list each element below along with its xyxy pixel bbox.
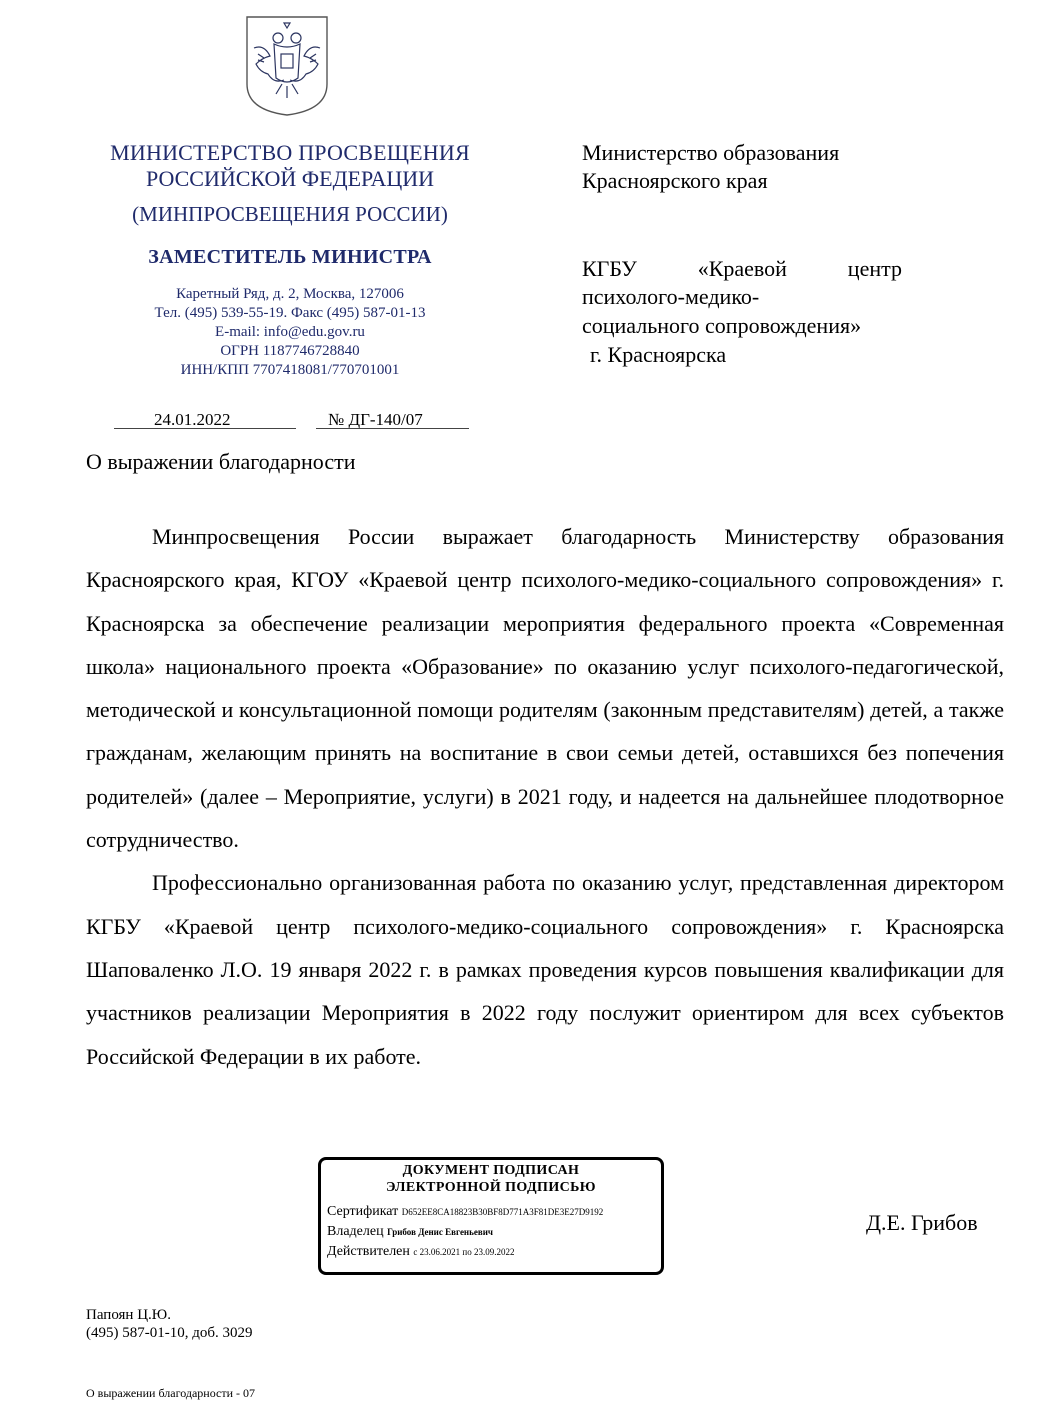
body-paragraph-1: Минпросвещения России выражает благодарность Министерству образования Красноярского края, КГОУ «Краевой центр психолого-медико-социального сопровождения» г. Красноярска за обеспечение реализации мероприятия федерального проекта «Современная школа» национального проекта «Образование» по оказанию услуг психолого-педагогической, методической и консультационной помощи родителям (законным представителям) детей, а также гражданам, желающим принять на воспитание в свои семьи детей, оставшихся без попечения родителей» (далее – Мероприятие, услуги) в 2021 году, и надеется на дальнейшее плодотворное сотрудничество. xyxy=(86,524,1004,853)
ministry-name-line2: РОССИЙСКОЙ ФЕДЕРАЦИИ xyxy=(145,166,435,191)
stamp-owner-value: Грибов Денис Евгеньевич xyxy=(387,1227,493,1237)
addressee-org-word3: центр xyxy=(847,256,902,281)
coat-of-arms-icon xyxy=(244,14,330,118)
ministry-name-line1: МИНИСТЕРСТВО ПРОСВЕЩЕНИЯ xyxy=(110,140,470,165)
executor-name: Папоян Ц.Ю. xyxy=(86,1307,171,1323)
ministry-short-name: (МИНПРОСВЕЩЕНИЯ РОССИИ) xyxy=(132,202,448,226)
registration-date: 24.01.2022 xyxy=(154,410,231,429)
stamp-valid-label: Действителен xyxy=(327,1244,410,1259)
registration-number: № ДГ-140/07 xyxy=(328,410,423,429)
stamp-title-line2: ЭЛЕКТРОННОЙ ПОДПИСЬЮ xyxy=(386,1180,596,1195)
stamp-certificate-row xyxy=(327,1202,655,1222)
ogrn: ОГРН 1187746728840 xyxy=(220,343,360,359)
stamp-valid-value: с 23.06.2021 по 23.09.2022 xyxy=(413,1247,515,1257)
phone-fax: Тел. (495) 539-55-19. Факс (495) 587-01-13 xyxy=(154,305,426,321)
stamp-owner-label: Владелец xyxy=(327,1224,384,1239)
addressee-line2: Красноярского края xyxy=(582,168,768,193)
postal-address: Каретный Ряд, д. 2, Москва, 127006 xyxy=(176,286,404,302)
addressee-org-line1 xyxy=(582,254,902,283)
addressee-org-line3: социального сопровождения» xyxy=(582,313,862,338)
stamp-title-line1: ДОКУМЕНТ ПОДПИСАН xyxy=(402,1163,580,1178)
letter-subject: О выражении благодарности xyxy=(86,449,356,474)
footer-reference: О выражении благодарности - 07 xyxy=(86,1386,255,1400)
electronic-signature-stamp xyxy=(318,1157,664,1275)
addressee-org-word2: «Краевой xyxy=(697,256,787,281)
addressee-org-city: г. Красноярска xyxy=(590,342,727,367)
number-underline xyxy=(316,428,469,429)
addressee-org-word1: КГБУ xyxy=(582,256,637,281)
letter-body xyxy=(86,515,1004,1078)
addressee-line1: Министерство образования xyxy=(582,140,840,165)
position-title: ЗАМЕСТИТЕЛЬ МИНИСТРА xyxy=(148,246,432,268)
date-underline xyxy=(114,428,296,429)
stamp-owner-row xyxy=(327,1222,655,1242)
stamp-cert-label: Сертификат xyxy=(327,1204,399,1219)
stamp-validity-row xyxy=(327,1242,655,1262)
email: E-mail: info@edu.gov.ru xyxy=(215,324,365,340)
body-paragraph-2: Профессионально организованная работа по оказанию услуг, представленная директором КГБУ «Краевой центр психолого-медико-социального сопровождения» г. Красноярска Шаповаленко Л.О. 19 января 2022 г. в рамках проведения курсов повышения квалификации для участников реализации Мероприятия в 2022 году послужит ориентиром для всех субъектов Российской Федерации в их работе. xyxy=(86,870,1004,1069)
inn-kpp: ИНН/КПП 7707418081/770701001 xyxy=(180,362,400,378)
signatory-name: Д.Е. Грибов xyxy=(866,1210,978,1235)
contact-block xyxy=(70,285,510,380)
addressee-org-line2: психолого-медико- xyxy=(582,284,760,309)
executor-phone: (495) 587-01-10, доб. 3029 xyxy=(86,1325,253,1341)
stamp-cert-value: D652EE8CA18823B30BF8D771A3F81DE3E27D9192 xyxy=(401,1207,604,1217)
